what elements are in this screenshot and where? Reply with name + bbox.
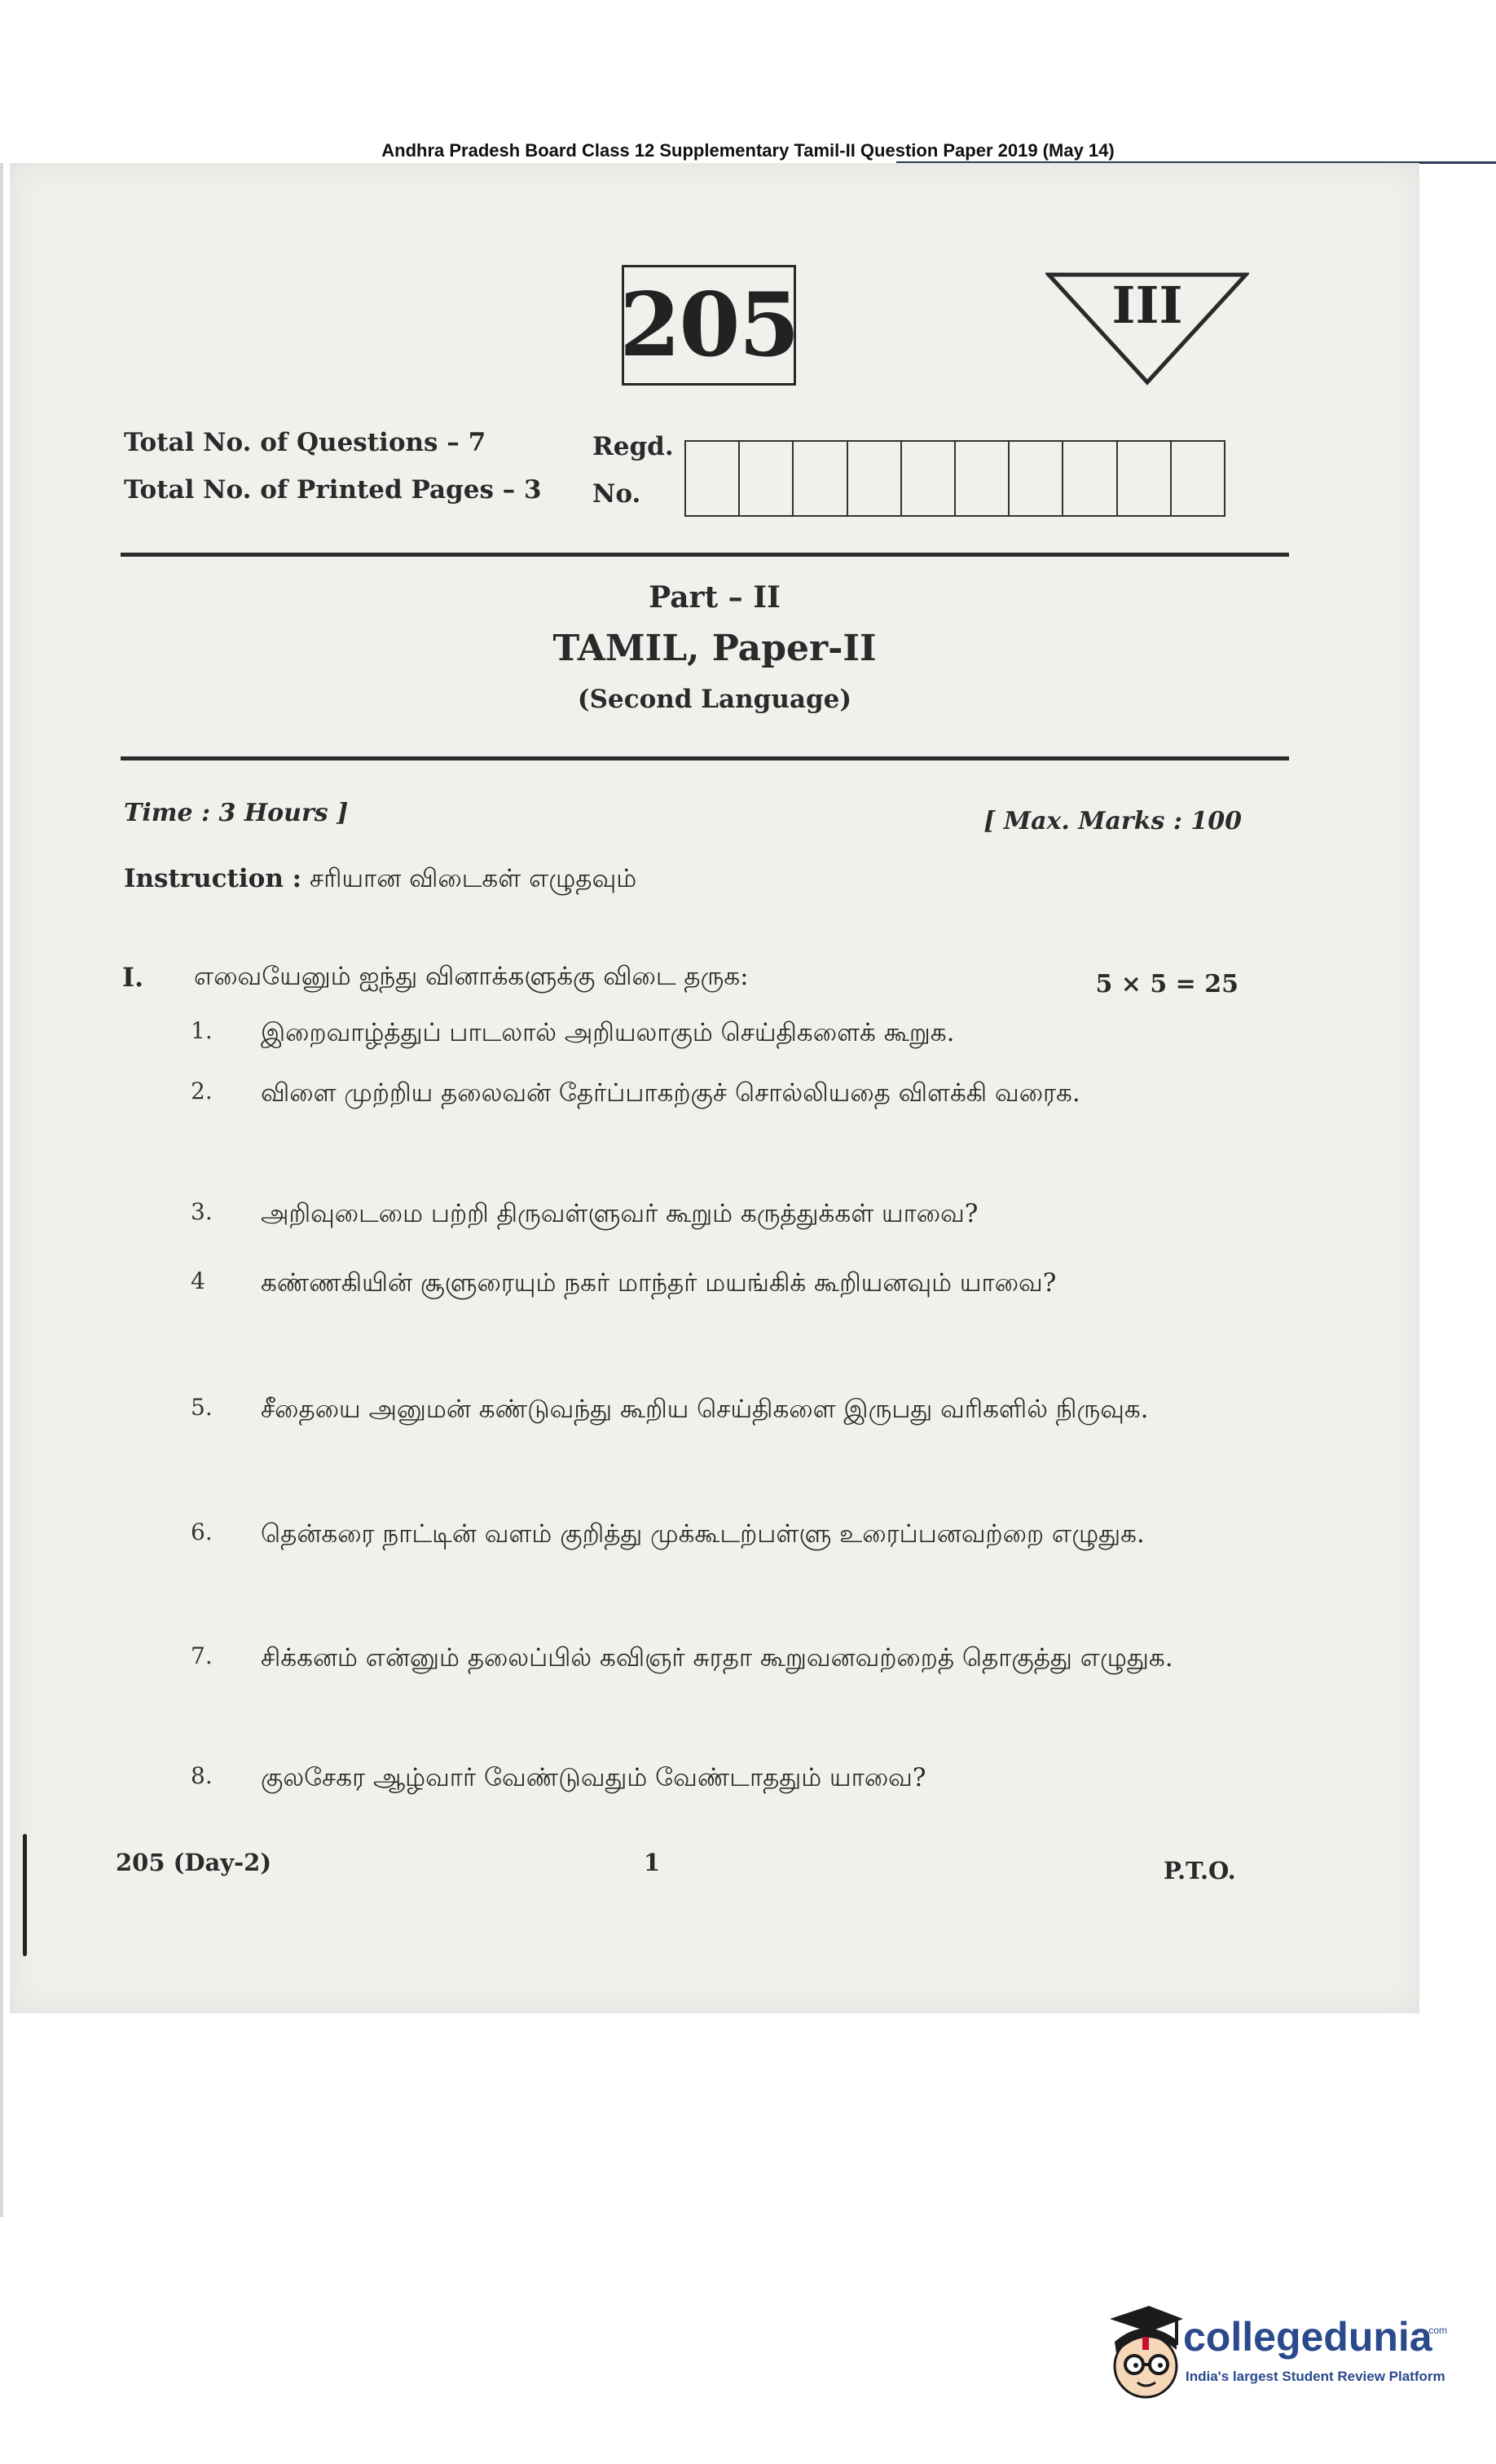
section-title: எவையேனும் ஐந்து வினாக்களுக்கு விடை தருக: xyxy=(194,962,749,991)
document-header: Andhra Pradesh Board Class 12 Supplementary Tamil-II Question Paper 2019 (May 14) xyxy=(381,140,1115,161)
question-text: இறைவாழ்த்துப் பாடலால் அறியலாகும் செய்திகளைக் கூறுக. xyxy=(261,1018,955,1047)
question-number: 8. xyxy=(191,1762,213,1789)
instruction-label: Instruction : xyxy=(124,864,302,893)
footer-code: 205 (Day-2) xyxy=(116,1849,272,1876)
regd-box xyxy=(956,442,1010,515)
question-number: 7. xyxy=(191,1642,213,1669)
regd-box xyxy=(1010,442,1063,515)
question-text: சீதையை அனுமன் கண்டுவந்து கூறிய செய்திகளை இருபது வரிகளில் நிருவுக. xyxy=(261,1395,1149,1424)
total-pages: Total No. of Printed Pages – 3 xyxy=(124,475,542,505)
question-text: சிக்கனம் என்னும் தலைப்பில் கவிஞர் சுரதா கூறுவனவற்றைத் தொகுத்து எழுதுக. xyxy=(261,1643,1173,1673)
question-number: 1. xyxy=(191,1017,213,1044)
question-number: 2. xyxy=(191,1078,213,1104)
question-number: 4 xyxy=(191,1267,205,1294)
question-number: 6. xyxy=(191,1519,213,1545)
set-label: III xyxy=(1111,275,1183,335)
regd-box xyxy=(686,442,740,515)
question-text: அறிவுடைமை பற்றி திருவள்ளுவர் கூறும் கருத்துக்கள் யாவை? xyxy=(261,1199,979,1228)
page-number: 1 xyxy=(644,1849,661,1876)
regd-box xyxy=(794,442,847,515)
instruction xyxy=(124,864,636,897)
regd-no-label: No. xyxy=(592,479,641,509)
question-number: 3. xyxy=(191,1198,213,1225)
paper-code: 205 xyxy=(622,265,796,386)
question-number: 5. xyxy=(191,1394,213,1421)
regd-box xyxy=(1118,442,1172,515)
regd-box xyxy=(848,442,902,515)
divider xyxy=(121,553,1289,557)
brand-domain: .com xyxy=(1426,2325,1448,2336)
section-marks: 5 × 5 = 25 xyxy=(1095,970,1239,998)
total-questions: Total No. of Questions – 7 xyxy=(124,428,486,457)
pto-label: P.T.O. xyxy=(1164,1857,1236,1884)
regd-box xyxy=(902,442,956,515)
question-text: விளை முற்றிய தலைவன் தேர்ப்பாகற்குச் சொல்லியதை விளக்கி வரைக. xyxy=(261,1078,1080,1108)
language-label: (Second Language) xyxy=(577,685,852,714)
brand-tagline: India's largest Student Review Platform xyxy=(1186,2369,1445,2384)
question-text: தென்கரை நாட்டின் வளம் குறித்து முக்கூடற்பள்ளு உரைப்பனவற்றை எழுதுக. xyxy=(261,1519,1145,1549)
question-text: கண்ணகியின் சூளுரையும் நகர் மாந்தர் மயங்கிக் கூறியனவும் யாவை? xyxy=(261,1268,1057,1298)
divider xyxy=(121,756,1289,760)
regd-label: Regd. xyxy=(592,432,674,461)
max-marks: [ Max. Marks : 100 xyxy=(983,807,1242,835)
regd-box xyxy=(1172,442,1224,515)
subject-title: TAMIL, Paper-II xyxy=(552,628,877,669)
brand-name: collegedunia xyxy=(1183,2314,1432,2360)
scan-left-edge xyxy=(0,163,3,2217)
regd-box xyxy=(1063,442,1117,515)
regd-box xyxy=(740,442,794,515)
section-number: I. xyxy=(122,962,144,993)
scan-mark xyxy=(23,1834,27,1956)
time-label: Time : 3 Hours ] xyxy=(124,799,349,827)
question-text: குலசேகர ஆழ்வார் வேண்டுவதும் வேண்டாததும் யாவை? xyxy=(261,1763,926,1792)
regd-number-boxes xyxy=(684,440,1225,517)
part-label: Part – II xyxy=(649,580,781,615)
instruction-text: சரியான விடைகள் எழுதவும் xyxy=(309,864,637,893)
